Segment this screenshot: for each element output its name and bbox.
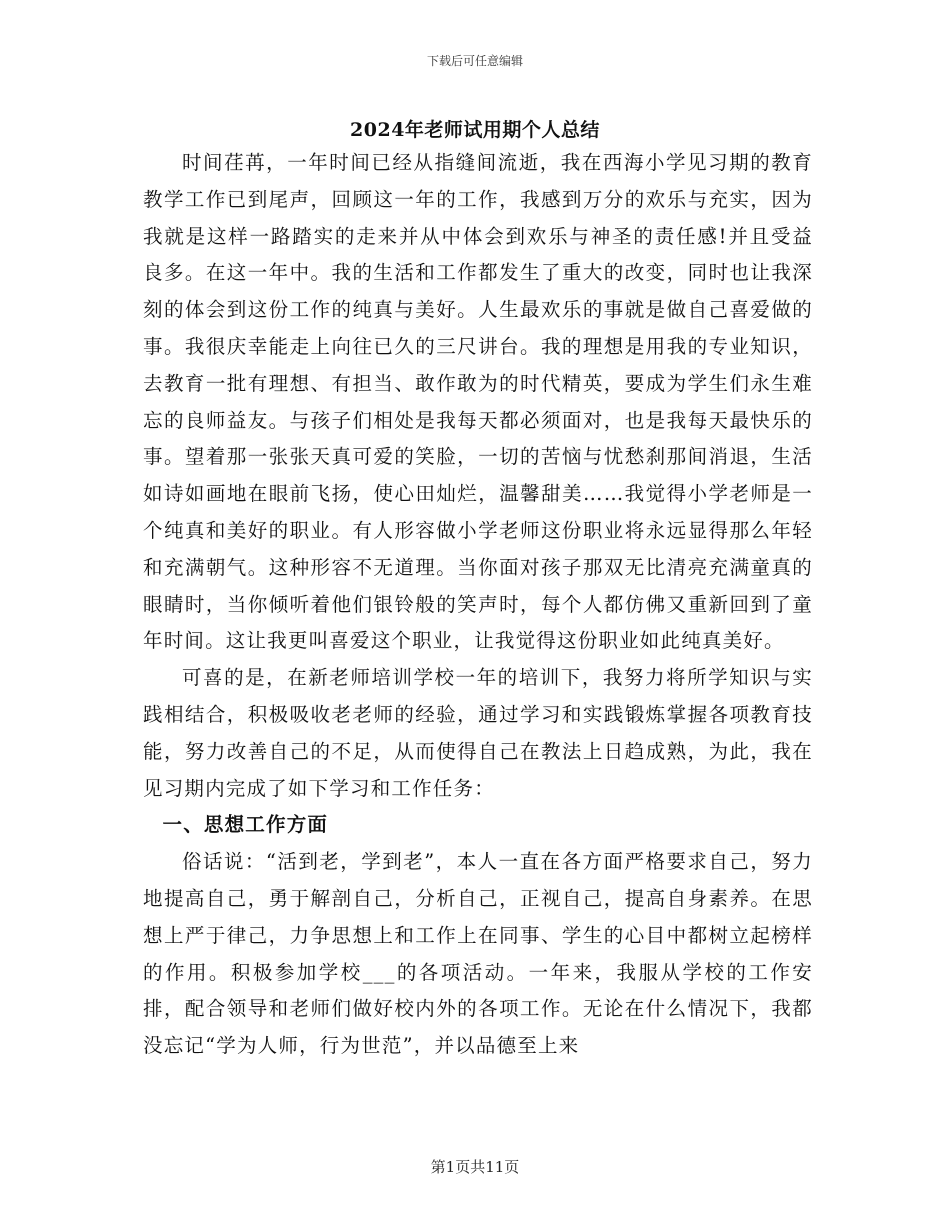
document-title: 2024年老师试用期个人总结 [350,119,600,141]
paragraph-training: 可喜的是，在新老师培训学校一年的培训下，我努力将所学知识与实践相结合，积极吸收老老师的经验，通过学习和实践锻炼掌握各项教育技能，努力改善自己的不足，从而使得自己在教法上日趋成熟，为此，我在见习期内完成了如下学习和工作任务： [143,666,813,800]
section-heading-ideology: 一、思想工作方面 [162,813,329,837]
page-header-note: 下载后可任意编辑 [426,54,523,68]
page-number: 第1页共11页 [430,1158,520,1176]
paragraph-ideology: 俗话说：“活到老，学到老”，本人一直在各方面严格要求自己，努力地提高自己，勇于解剖自己，分析自己，正视自己，提高自身素养。在思想上严于律己，力争思想上和工作上在同事、学生的心目中都树立起榜样的作用。积极参加学校___的各项活动。一年来，我服从学校的工作安排，配合领导和老师们做好校内外的各项工作。无论在什么情况下，我都没忘记“学为人师，行为世范”，并以品德至上来 [143,850,813,1058]
document-body [143,145,813,1065]
paragraph-intro: 时间荏苒，一年时间已经从指缝间流逝，我在西海小学见习期的教育教学工作已到尾声，回顾这一年的工作，我感到万分的欢乐与充实，因为我就是这样一路踏实的走来并从中体会到欢乐与神圣的责任感!并且受益良多。在这一年中。我的生活和工作都发生了重大的改变，同时也让我深刻的体会到这份工作的纯真与美好。人生最欢乐的事就是做自己喜爱做的事。我很庆幸能走上向往已久的三尺讲台。我的理想是用我的专业知识，去教育一批有理想、有担当、敢作敢为的时代精英，要成为学生们永生难忘的良师益友。与孩子们相处是我每天都必须面对，也是我每天最快乐的事。望着那一张张天真可爱的笑脸，一切的苦恼与忧愁刹那间消退，生活如诗如画地在眼前飞扬，使心田灿烂，温馨甜美……我觉得小学老师是一个纯真和美好的职业。有人形容做小学老师这份职业将永远显得那么年轻和充满朝气。这种形容不无道理。当你面对孩子那双无比清亮充满童真的眼睛时，当你倾听着他们银铃般的笑声时，每个人都仿佛又重新回到了童年时间。这让我更叫喜爱这个职业，让我觉得这份职业如此纯真美好。 [143,151,813,653]
